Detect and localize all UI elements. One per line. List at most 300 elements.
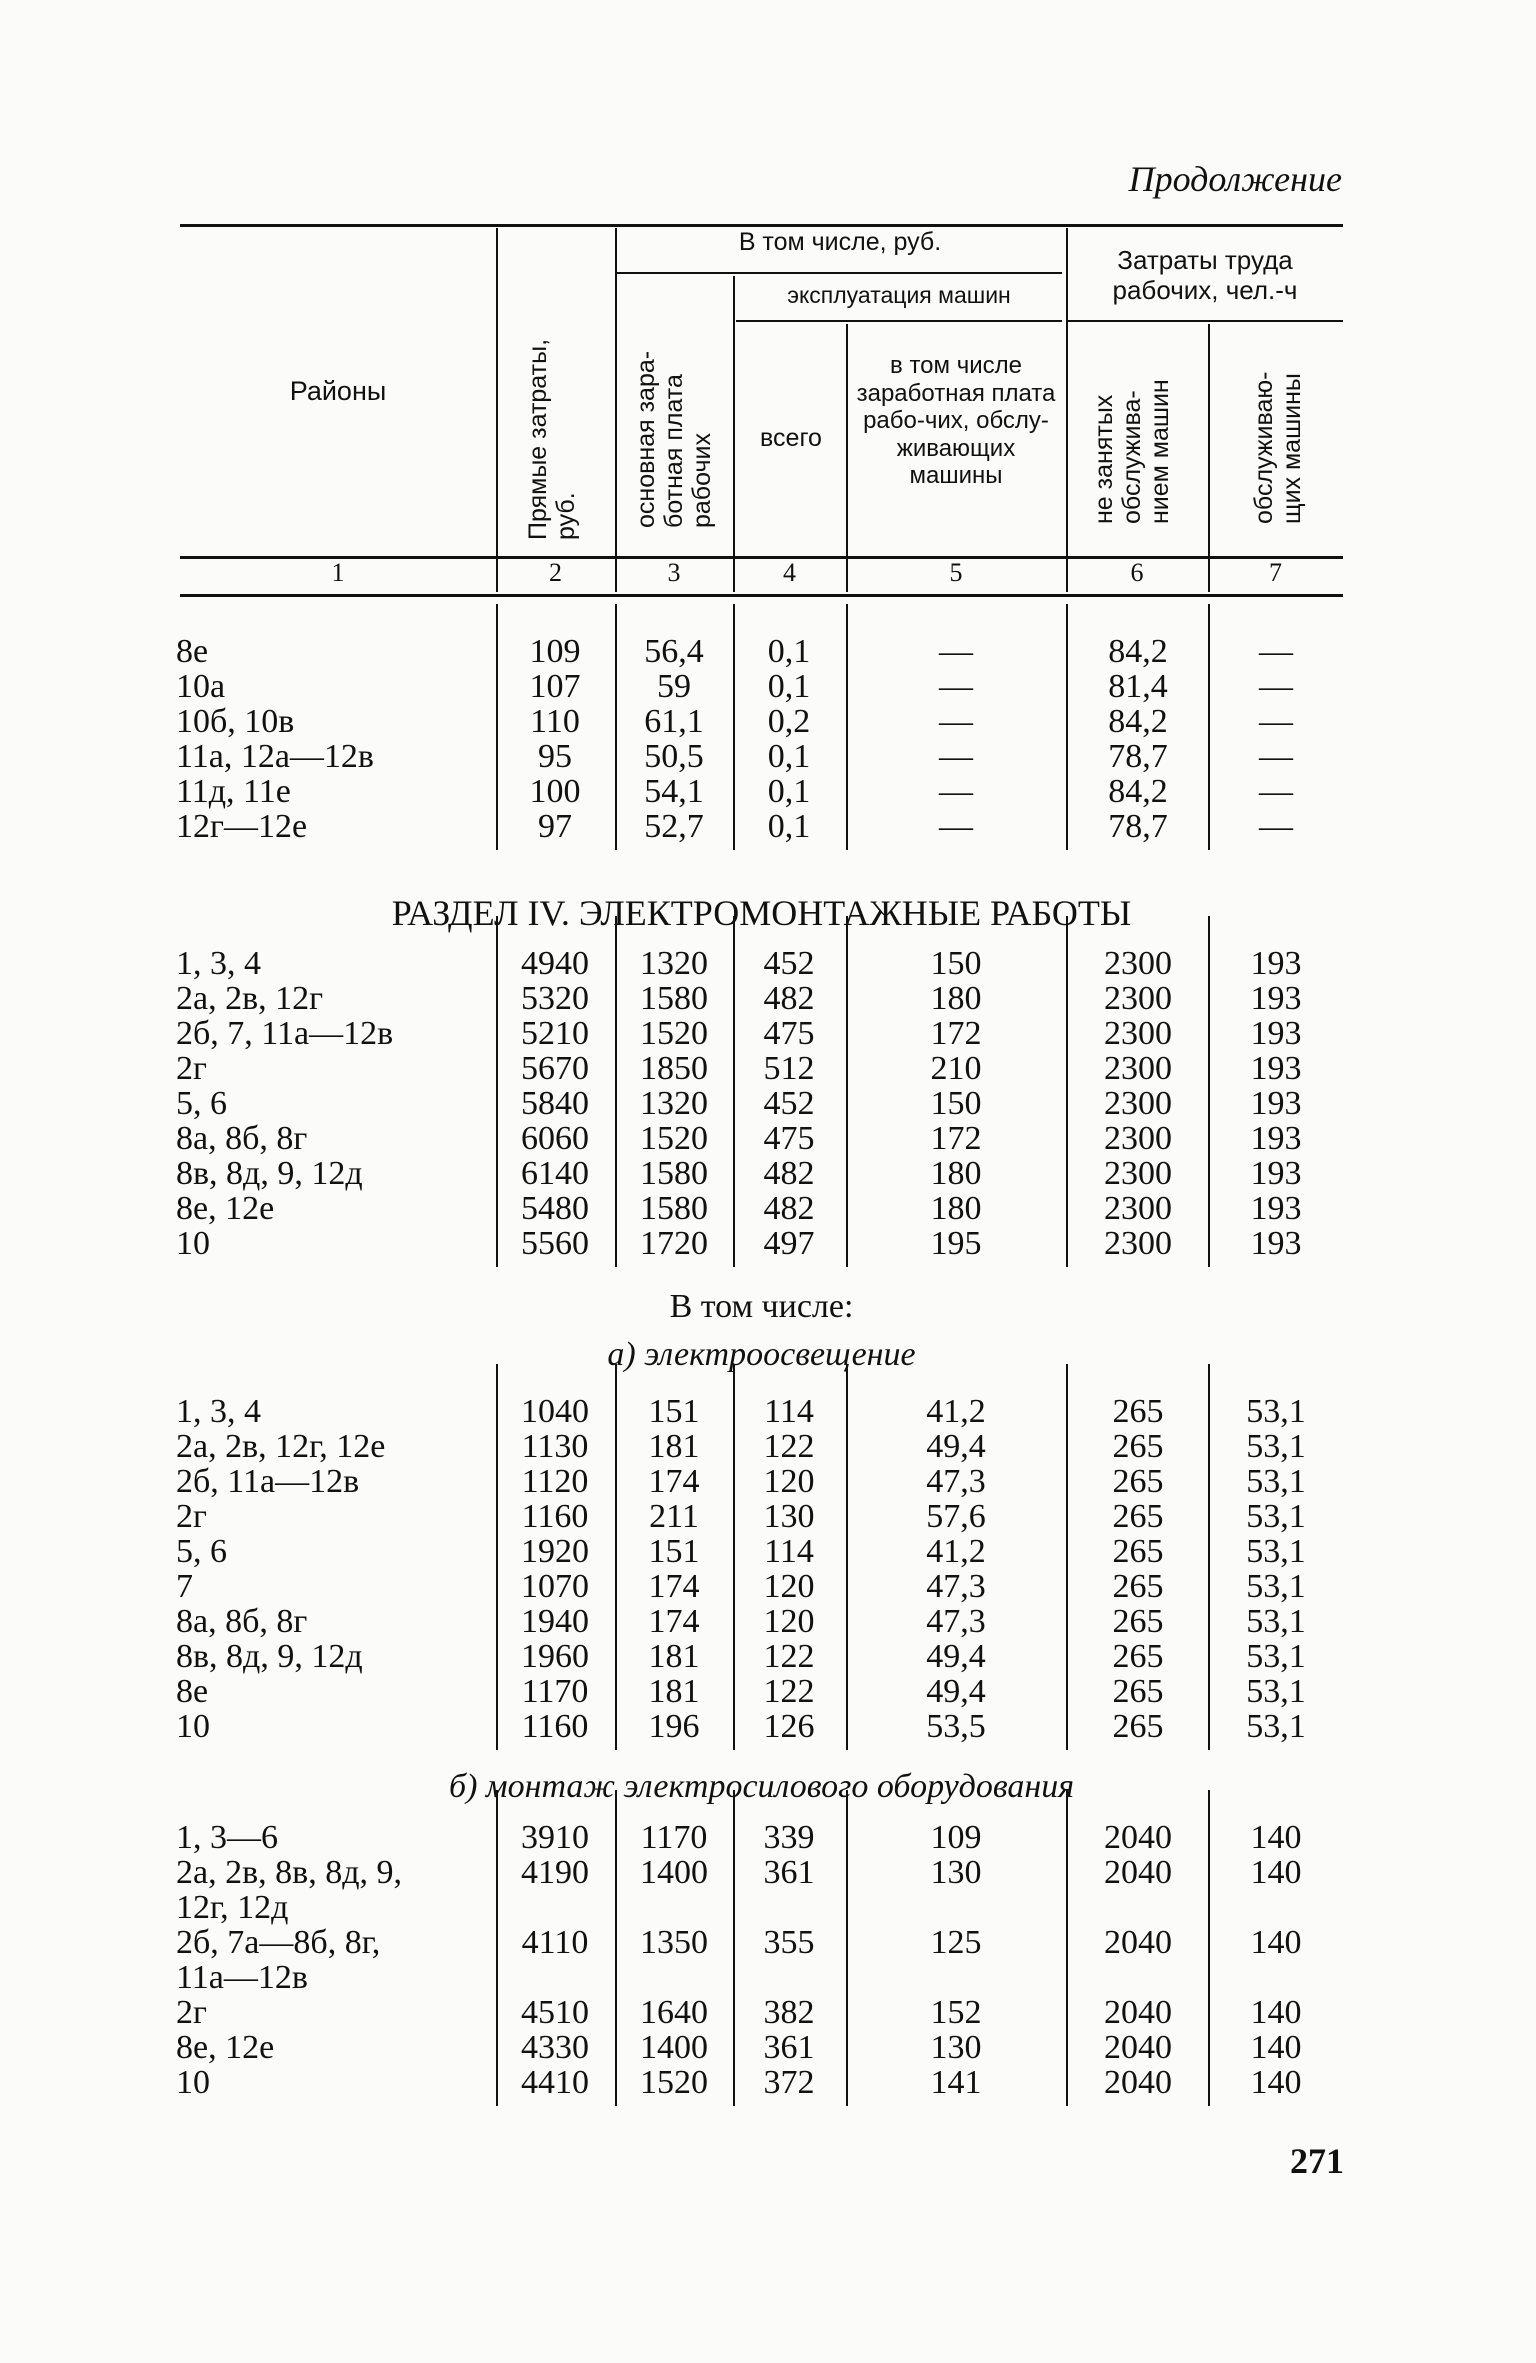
header-pryamye: Прямые затраты, руб. [524,338,580,540]
cell-col-6: 2300 [1104,1015,1172,1052]
table-row [0,1820,1536,1856]
cell-rayon: 2г [176,1498,207,1535]
cell-rayon: 2г [176,1050,207,1087]
cell-col-2: 4190 [521,1854,589,1891]
cell-rayon: 1, 3—6 [176,1819,278,1856]
header-divider [1066,228,1068,592]
header-inner-rule [736,320,1062,322]
cell-col-7: 53,1 [1246,1463,1306,1500]
cell-col-7: 193 [1250,1050,1302,1087]
cell-col-5: 49,4 [926,1673,986,1710]
column-divider [615,1790,617,2106]
cell-col-7: — [1259,808,1293,845]
cell-col-3: 1580 [640,1190,708,1227]
cell-col-2: 4410 [521,2064,589,2101]
cell-col-3: 1720 [640,1225,708,1262]
table-row [0,1639,1536,1675]
colnum-2: 2 [549,558,562,587]
cell-col-7: 140 [1250,1924,1302,1961]
cell-col-5: 172 [930,1015,982,1052]
cell-col-2: 5210 [521,1015,589,1052]
cell-col-6: 265 [1112,1638,1164,1675]
cell-col-7: — [1259,668,1293,705]
table-row [0,1464,1536,1500]
cell-col-3: 54,1 [644,773,704,810]
cell-col-4: 372 [763,2064,815,2101]
cell-col-5: 47,3 [926,1463,986,1500]
cell-col-6: 78,7 [1108,808,1168,845]
cell-rayon: 8в, 8д, 9, 12д [176,1638,363,1675]
cell-col-5: — [939,773,973,810]
cell-col-3: 151 [648,1533,700,1570]
column-divider [1066,1790,1068,2106]
colnum-bottom-rule [180,594,1343,597]
cell-col-6: 2300 [1104,980,1172,1017]
cell-rayon: 12г, 12д [176,1889,289,1926]
cell-col-6: 265 [1112,1533,1164,1570]
cell-col-6: 265 [1112,1393,1164,1430]
table-row [0,1925,1536,1961]
cell-rayon: 8е, 12е [176,1190,275,1227]
cell-col-5: 57,6 [926,1498,986,1535]
cell-col-4: 382 [763,1994,815,2031]
cell-col-2: 1960 [521,1638,589,1675]
cell-col-3: 50,5 [644,738,704,775]
table-row [0,669,1536,705]
table-row [0,1016,1536,1052]
cell-col-5: 109 [930,1819,982,1856]
cell-col-5: — [939,668,973,705]
subsection-a-title: а) электроосвещение [607,1336,916,1373]
cell-rayon: 8а, 8б, 8г [176,1120,308,1157]
cell-col-4: 122 [763,1428,815,1465]
cell-col-4: 120 [763,1603,815,1640]
table-row [0,1674,1536,1710]
cell-col-7: 53,1 [1246,1393,1306,1430]
cell-col-5: 180 [930,980,982,1017]
cell-col-3: 1850 [640,1050,708,1087]
cell-col-3: 1400 [640,1854,708,1891]
cell-col-3: 174 [648,1463,700,1500]
cell-col-4: 339 [763,1819,815,1856]
cell-rayon: 11д, 11е [176,773,291,810]
cell-col-5: 125 [930,1924,982,1961]
cell-col-5: 150 [930,1085,982,1122]
cell-col-6: 2300 [1104,1155,1172,1192]
cell-col-3: 151 [648,1393,700,1430]
cell-col-5: 180 [930,1190,982,1227]
cell-col-2: 1920 [521,1533,589,1570]
table-row [0,739,1536,775]
cell-col-5: 172 [930,1120,982,1157]
table-row [0,1604,1536,1640]
cell-col-4: 361 [763,1854,815,1891]
cell-col-2: 1070 [521,1568,589,1605]
cell-col-2: 1160 [521,1498,589,1535]
table-row [0,1156,1536,1192]
cell-col-3: 1580 [640,980,708,1017]
cell-col-2: 5320 [521,980,589,1017]
cell-col-5: 195 [930,1225,982,1262]
header-v-tom-chisle-zp: в том числе заработная плата рабо-чих, обслу-живающих машины [856,352,1056,490]
cell-col-4: 126 [763,1708,815,1745]
cell-col-6: 265 [1112,1463,1164,1500]
header-divider [1208,324,1210,592]
cell-col-2: 100 [529,773,581,810]
colnum-7: 7 [1269,558,1282,587]
cell-col-2: 5560 [521,1225,589,1262]
cell-col-6: 2300 [1104,1190,1172,1227]
cell-col-4: 361 [763,2029,815,2066]
cell-col-4: 452 [763,945,815,982]
header-ekspluatatsiya: эксплуатация машин [787,282,1011,308]
cell-col-7: 53,1 [1246,1638,1306,1675]
cell-col-7: 193 [1250,1155,1302,1192]
table-top-rule [180,224,1343,227]
header-inner-rule [1068,320,1343,322]
cell-col-4: 122 [763,1638,815,1675]
cell-col-7: 140 [1250,2064,1302,2101]
header-rayony: Районы [289,376,387,406]
cell-col-2: 6060 [521,1120,589,1157]
cell-col-3: 61,1 [644,703,704,740]
column-divider [496,1364,498,1750]
cell-rayon: 7 [176,1568,193,1605]
cell-col-6: 265 [1112,1498,1164,1535]
cell-rayon: 2а, 2в, 12г, 12е [176,1428,386,1465]
cell-rayon: 2а, 2в, 8в, 8д, 9, [176,1854,402,1891]
column-divider [1208,1364,1210,1750]
cell-col-4: 497 [763,1225,815,1262]
colnum-4: 4 [783,558,796,587]
cell-col-5: 49,4 [926,1428,986,1465]
cell-col-2: 97 [538,808,572,845]
cell-col-7: 193 [1250,980,1302,1017]
cell-col-6: 2300 [1104,1120,1172,1157]
cell-col-3: 196 [648,1708,700,1745]
cell-col-4: 482 [763,1190,815,1227]
cell-col-6: 265 [1112,1673,1164,1710]
column-divider [733,916,735,1267]
cell-rayon: 1, 3, 4 [176,945,261,982]
cell-rayon: 10 [176,1708,210,1745]
cell-col-2: 4510 [521,1994,589,2031]
colnum-5: 5 [949,558,963,587]
cell-col-7: 140 [1250,1994,1302,2031]
cell-col-6: 84,2 [1108,703,1168,740]
cell-col-3: 1520 [640,2064,708,2101]
cell-col-3: 181 [648,1428,700,1465]
table-row [0,1226,1536,1262]
cell-col-2: 6140 [521,1155,589,1192]
table-row [0,1086,1536,1122]
cell-col-5: — [939,808,973,845]
cell-col-3: 1400 [640,2029,708,2066]
cell-col-7: — [1259,773,1293,810]
cell-rayon: 10 [176,1225,210,1262]
table-row [0,1995,1536,2031]
cell-col-7: 53,1 [1246,1428,1306,1465]
table-row [0,946,1536,982]
cell-rayon: 8е [176,633,209,670]
cell-col-3: 59 [657,668,691,705]
cell-rayon: 2б, 11а—12в [176,1463,360,1500]
cell-col-4: 0,1 [767,773,811,810]
table-row [0,1890,1536,1926]
cell-col-5: 47,3 [926,1568,986,1605]
column-divider [496,916,498,1267]
colnum-1: 1 [331,558,345,587]
cell-col-7: 140 [1250,1854,1302,1891]
cell-col-5: — [939,738,973,775]
cell-col-6: 265 [1112,1428,1164,1465]
column-divider [615,604,617,850]
column-divider [733,1364,735,1750]
cell-col-7: 53,1 [1246,1568,1306,1605]
cell-col-5: 180 [930,1155,982,1192]
cell-col-7: 53,1 [1246,1533,1306,1570]
cell-col-4: 355 [763,1924,815,1961]
cell-col-2: 1160 [521,1708,589,1745]
cell-col-4: 122 [763,1673,815,1710]
cell-col-3: 181 [648,1638,700,1675]
table-row [0,634,1536,670]
cell-col-4: 482 [763,980,815,1017]
table-row [0,1121,1536,1157]
v-tom-chisle-label: В том числе: [669,1288,854,1325]
cell-rayon: 5, 6 [176,1085,227,1122]
cell-col-4: 120 [763,1568,815,1605]
cell-col-2: 1940 [521,1603,589,1640]
cell-col-2: 1040 [521,1393,589,1430]
cell-col-6: 2040 [1104,1924,1172,1961]
table-row [0,1429,1536,1465]
cell-col-6: 2040 [1104,1819,1172,1856]
cell-rayon: 10 [176,2064,210,2101]
cell-col-6: 265 [1112,1568,1164,1605]
cell-col-3: 1520 [640,1015,708,1052]
cell-col-2: 3910 [521,1819,589,1856]
cell-col-3: 211 [649,1498,699,1535]
table-row [0,1499,1536,1535]
table-row [0,809,1536,845]
header-vsego: всего [760,424,822,452]
table-row [0,2065,1536,2101]
table-row [0,2030,1536,2066]
cell-col-6: 2300 [1104,945,1172,982]
cell-col-4: 114 [764,1393,814,1430]
cell-col-3: 1170 [640,1819,708,1856]
cell-col-2: 1170 [521,1673,589,1710]
cell-col-3: 1350 [640,1924,708,1961]
colnum-6: 6 [1130,558,1144,587]
header-divider [733,276,735,592]
cell-col-4: 512 [763,1050,815,1087]
cell-col-3: 174 [648,1603,700,1640]
column-divider [846,916,848,1267]
cell-col-4: 0,1 [767,633,811,670]
cell-col-6: 2300 [1104,1050,1172,1087]
cell-col-3: 1320 [640,1085,708,1122]
cell-rayon: 2б, 7, 11а—12в [176,1015,394,1052]
cell-rayon: 2г [176,1994,207,2031]
cell-col-5: 130 [930,1854,982,1891]
cell-col-4: 0,2 [767,703,811,740]
header-v-tom-chisle: В том числе, руб. [738,228,942,256]
continuation-label: Продолжение [1128,159,1342,199]
cell-col-4: 475 [763,1015,815,1052]
column-divider [846,1790,848,2106]
column-divider [1066,1364,1068,1750]
header-ne-zanyatykh: не занятых обслужива- нием машин [1090,379,1174,524]
cell-rayon: 2б, 7а—8б, 8г, [176,1924,381,1961]
cell-col-7: 53,1 [1246,1498,1306,1535]
column-divider [1208,1790,1210,2106]
cell-col-7: 193 [1250,1085,1302,1122]
column-divider [496,1790,498,2106]
header-divider [846,324,848,592]
cell-col-4: 130 [763,1498,815,1535]
cell-col-2: 5670 [521,1050,589,1087]
cell-rayon: 8в, 8д, 9, 12д [176,1155,363,1192]
table-row [0,1709,1536,1745]
table-row [0,774,1536,810]
column-divider [496,604,498,850]
table-row [0,1960,1536,1996]
column-divider [846,604,848,850]
cell-col-6: 2040 [1104,1854,1172,1891]
cell-col-5: — [939,633,973,670]
cell-col-6: 2040 [1104,2064,1172,2101]
cell-rayon: 11а, 12а—12в [176,738,374,775]
header-divider [496,228,498,592]
cell-col-7: 140 [1250,1819,1302,1856]
cell-col-2: 1120 [521,1463,589,1500]
cell-col-5: 41,2 [926,1533,986,1570]
cell-col-5: 210 [930,1050,982,1087]
cell-col-7: 53,1 [1246,1673,1306,1710]
cell-col-6: 265 [1112,1603,1164,1640]
cell-rayon: 8е [176,1673,209,1710]
subsection-b-title: б) монтаж электросилового оборудования [448,1768,1075,1805]
cell-col-3: 174 [648,1568,700,1605]
table-row [0,1191,1536,1227]
cell-col-5: 152 [930,1994,982,2031]
cell-col-2: 4330 [521,2029,589,2066]
cell-rayon: 10б, 10в [176,703,295,740]
cell-col-4: 114 [764,1533,814,1570]
table-row [0,1394,1536,1430]
cell-col-6: 2040 [1104,1994,1172,2031]
cell-col-3: 181 [648,1673,700,1710]
cell-rayon: 2а, 2в, 12г [176,980,324,1017]
cell-col-4: 475 [763,1120,815,1157]
column-divider [1208,604,1210,850]
header-osnovnaya: основная зара- ботная плата рабочих [632,350,716,528]
cell-rayon: 10а [176,668,226,705]
header-obsluzhivayushchikh: обслуживаю- щих машины [1250,371,1306,524]
cell-col-3: 56,4 [644,633,704,670]
column-divider [1208,916,1210,1267]
colnum-3: 3 [667,558,681,587]
cell-col-7: 193 [1250,945,1302,982]
table-row [0,704,1536,740]
cell-col-5: 130 [930,2029,982,2066]
cell-col-6: 2300 [1104,1225,1172,1262]
cell-col-7: 53,1 [1246,1603,1306,1640]
cell-col-7: 193 [1250,1225,1302,1262]
cell-col-3: 1580 [640,1155,708,1192]
table-row [0,1569,1536,1605]
cell-col-7: 193 [1250,1190,1302,1227]
column-divider [846,1364,848,1750]
header-divider [615,228,617,592]
cell-col-6: 2300 [1104,1085,1172,1122]
cell-col-6: 2040 [1104,2029,1172,2066]
cell-col-4: 0,1 [767,668,811,705]
cell-col-6: 265 [1112,1708,1164,1745]
cell-col-2: 4940 [521,945,589,982]
cell-col-4: 0,1 [767,738,811,775]
cell-col-2: 5840 [521,1085,589,1122]
cell-col-7: — [1259,703,1293,740]
table-row [0,1855,1536,1891]
cell-col-7: 193 [1250,1120,1302,1157]
cell-col-2: 1130 [521,1428,589,1465]
cell-col-5: 150 [930,945,982,982]
cell-col-4: 0,1 [767,808,811,845]
cell-col-7: — [1259,633,1293,670]
cell-col-3: 1320 [640,945,708,982]
cell-col-4: 482 [763,1155,815,1192]
cell-col-7: 193 [1250,1015,1302,1052]
cell-col-3: 52,7 [644,808,704,845]
cell-col-6: 84,2 [1108,773,1168,810]
cell-col-2: 5480 [521,1190,589,1227]
cell-rayon: 8е, 12е [176,2029,275,2066]
table-row [0,1051,1536,1087]
cell-col-2: 95 [538,738,572,775]
cell-col-5: 47,3 [926,1603,986,1640]
cell-col-5: — [939,703,973,740]
column-divider [1066,916,1068,1267]
cell-col-4: 120 [763,1463,815,1500]
cell-col-2: 110 [530,703,580,740]
cell-col-3: 1640 [640,1994,708,2031]
header-zatraty-truda: Затраты труда рабочих, чел.-ч [1112,245,1298,305]
cell-col-6: 81,4 [1108,668,1168,705]
cell-col-7: 140 [1250,2029,1302,2066]
cell-col-2: 4110 [521,1924,589,1961]
column-divider [733,1790,735,2106]
cell-col-2: 109 [529,633,581,670]
cell-rayon: 12г—12е [176,808,308,845]
cell-col-5: 53,5 [926,1708,986,1745]
column-divider [733,604,735,850]
cell-col-5: 141 [930,2064,982,2101]
cell-col-7: — [1259,738,1293,775]
column-divider [615,1364,617,1750]
header-inner-rule [617,272,1062,274]
cell-col-6: 84,2 [1108,633,1168,670]
cell-col-7: 53,1 [1246,1708,1306,1745]
cell-rayon: 8а, 8б, 8г [176,1603,308,1640]
column-divider [1066,604,1068,850]
cell-col-3: 1520 [640,1120,708,1157]
cell-col-4: 452 [763,1085,815,1122]
section-title: РАЗДЕЛ IV. ЭЛЕКТРОМОНТАЖНЫЕ РАБОТЫ [391,893,1132,933]
page-number: 271 [1290,2141,1344,2181]
